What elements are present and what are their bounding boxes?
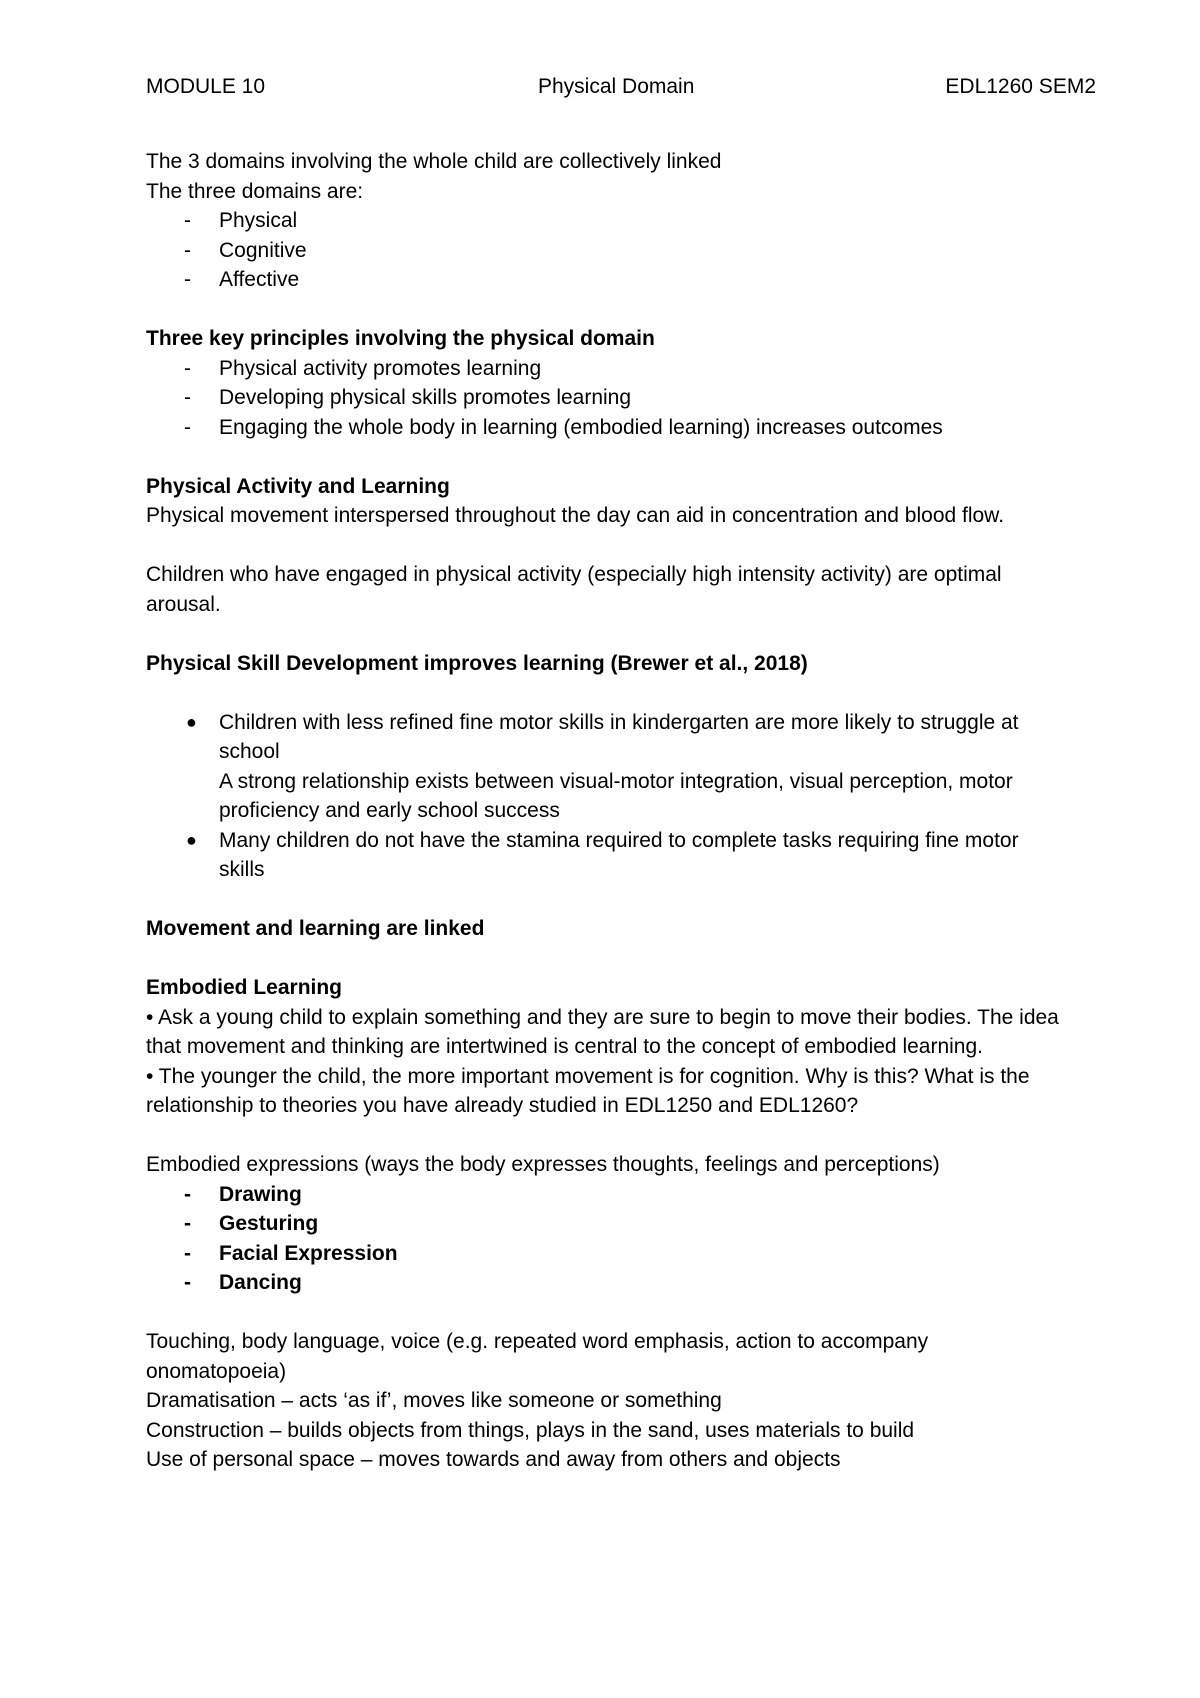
list-item [146,236,1066,266]
bullet-marker: ● [186,829,197,850]
dash-marker: - [184,415,191,439]
movement-heading: Movement and learning are linked [146,917,485,940]
list-item-text: Cognitive [219,238,307,262]
expressions-intro: Embodied expressions (ways the body expresses thoughts, feelings and perceptions) [146,1153,940,1176]
spacer [146,442,1066,472]
list-item [146,383,1066,413]
skills-heading: Physical Skill Development improves learning (Brewer et al., 2018) [146,651,808,675]
dash-marker: - [184,1241,191,1265]
dash-marker: - [184,1182,191,1206]
dash-marker: - [184,1271,191,1294]
spacer [146,944,1066,974]
embodied-paragraph-1: • Ask a young child to explain something and they are sure to begin to move their bodies. The idea that movement and thinking are intertwined is central to the concept of embodied learning. [146,1005,1059,1058]
dash-marker: - [184,209,191,232]
list-item [146,826,1066,885]
dash-marker: - [184,356,191,380]
other-line-3: Construction – builds objects from things, plays in the sand, uses materials to build [146,1418,915,1442]
header-title: Physical Domain [538,75,695,98]
other-line-4: Use of personal space – moves towards and away from others and objects [146,1448,841,1471]
domains-list [146,206,1066,295]
spacer [146,295,1066,325]
spacer [146,619,1066,649]
embodied-heading: Embodied Learning [146,976,343,999]
bullet-marker: ● [186,711,197,732]
list-item-text: Dancing [219,1271,302,1294]
spacer [146,531,1066,561]
list-item-text: Drawing [219,1182,302,1206]
page-header [146,72,1096,102]
header-course-code: EDL1260 SEM2 [945,75,1096,98]
list-item [146,1209,1066,1239]
list-item [146,265,1066,295]
list-item [146,354,1066,384]
activity-paragraph-2: Children who have engaged in physical activity (especially high intensity activity) are optimal arousal. [146,563,1002,616]
list-item-text: Many children do not have the stamina required to complete tasks requiring fine motor skills [219,828,1019,881]
dash-marker: - [184,268,191,291]
list-item [146,1239,1066,1269]
other-line-1: Touching, body language, voice (e.g. repeated word emphasis, action to accompany onomatopoeia) [146,1330,929,1383]
intro-line-2: The three domains are: [146,179,364,203]
principles-heading: Three key principles involving the physical domain [146,327,655,350]
intro-line-1: The 3 domains involving the whole child are collectively linked [146,150,722,173]
list-item-text: Children with less refined fine motor skills in kindergarten are more likely to struggle at school [219,710,1019,763]
list-item-text: Gesturing [219,1212,319,1235]
header-module: MODULE 10 [146,75,266,98]
other-line-2: Dramatisation – acts ‘as if’, moves like someone or something [146,1389,722,1412]
spacer [146,1121,1066,1151]
list-item-text: Affective [219,268,300,291]
list-item [146,206,1066,236]
spacer [146,1298,1066,1328]
list-item [146,1268,1066,1298]
skills-list [146,708,1066,885]
embodied-paragraph-2: • The younger the child, the more important movement is for cognition. Why is this? What is the relationship to theories you have already studied in EDL1250 and EDL1260? [146,1064,1030,1117]
list-item [146,413,1066,443]
list-item-text: Physical activity promotes learning [219,356,542,380]
list-item [146,708,1066,826]
expressions-list [146,1180,1066,1298]
spacer [146,885,1066,915]
activity-paragraph-1: Physical movement interspersed throughout the day can aid in concentration and blood flow. [146,504,1005,527]
dash-marker: - [184,1212,191,1235]
spacer [146,678,1066,708]
dash-marker: - [184,238,191,262]
dash-marker: - [184,386,191,409]
list-item-text: Physical [219,209,298,232]
list-item-text: Engaging the whole body in learning (embodied learning) increases outcomes [219,415,943,439]
principles-list [146,354,1066,443]
list-item-subtext: A strong relationship exists between visual-motor integration, visual perception, motor proficiency and early school success [219,769,1013,822]
list-item-text: Facial Expression [219,1241,398,1265]
list-item-text: Developing physical skills promotes learning [219,386,632,409]
list-item [146,1180,1066,1210]
document-body [146,147,1066,1475]
activity-heading: Physical Activity and Learning [146,474,450,498]
